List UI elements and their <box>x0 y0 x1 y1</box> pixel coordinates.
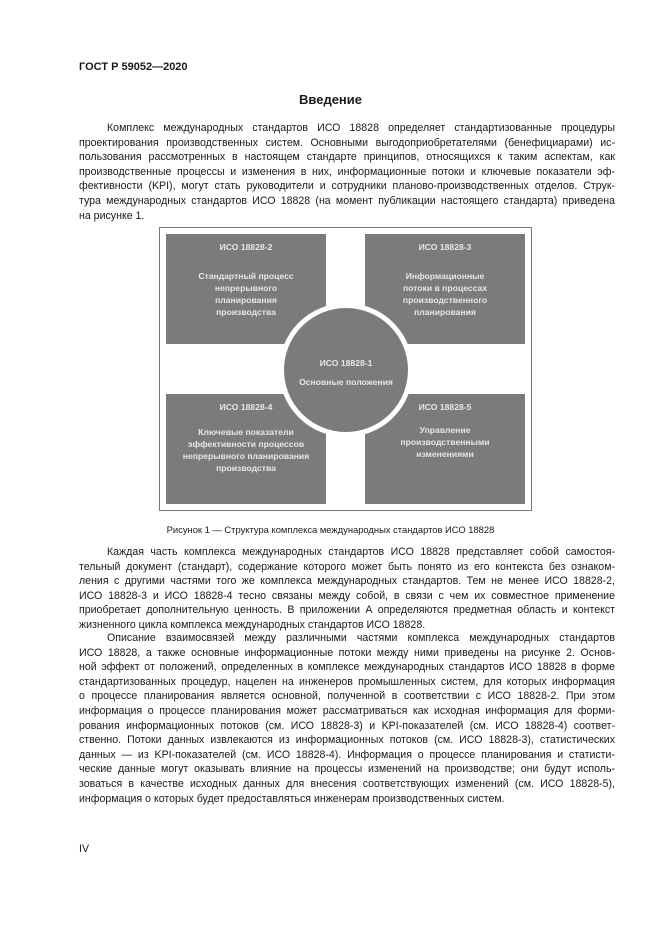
figure-caption: Рисунок 1 — Структура комплекса международных стандартов ИСО 18828 <box>166 524 495 535</box>
quadrant-line: изменениями <box>416 449 474 459</box>
quadrant-description <box>166 270 326 318</box>
quadrant-description <box>365 424 525 460</box>
paragraph-relations <box>79 631 615 806</box>
paragraph-line: фективности (KPI), могут стать руководители и сотрудники планово-производственных отделов. Струк- <box>79 180 615 193</box>
paragraph-line: данных — из KPI-показателей (см. ИСО 18828-4). Информация о процессе планирования и статисти- <box>79 748 615 761</box>
paragraph-line: Описание взаимосвязей между различными частями комплекса международных стандартов <box>107 632 615 644</box>
paragraph-line: стандартизованных процедур, нацелен на инженеров промышленных систем, для которых информация <box>79 675 615 688</box>
center-description: Основные положения <box>299 377 393 387</box>
center-iso-18828-1 <box>279 303 413 437</box>
quadrant-line: планирования <box>215 295 277 305</box>
paragraph-line: информация о которых будет предоставляться инженерам производственных систем. <box>79 792 505 805</box>
quadrant-line: планирования <box>414 307 476 317</box>
paragraph-line: информация о процессе планирования может рассматриваться как исходная информация для форми- <box>79 704 615 717</box>
quadrant-line: потоки в процессах <box>402 283 488 293</box>
paragraph-line: пользования рассмотренных в настоящем стандарте принципов, относящихся к таким аспектам, как <box>79 151 615 164</box>
paragraph-line: приобретает дополнительную ценность. В приложении А определяются предметная область и контекст <box>79 604 615 617</box>
quadrant-description <box>166 426 326 474</box>
quadrant-line: Управление <box>419 425 471 435</box>
quadrant-title: ИСО 18828-3 <box>418 242 472 252</box>
paragraph-line: проектирования производственных систем. Основными выгодоприобретателями (бенефициарами) ис- <box>79 136 615 149</box>
section-title: Введение <box>299 92 362 107</box>
paragraph-line: ИСО 18828, а также основные информационные потоки между ними приведены на рисунке 2. Основ- <box>79 646 615 659</box>
paragraph-line: ческие данные могут оказывать влияние на процессы изменений на производстве; они будут исполь- <box>79 763 615 776</box>
paragraph-line: тельный документ (стандарт), содержание которого может быть понято из его контекста без ознаком- <box>79 560 615 573</box>
quadrant-line: производственными <box>400 437 490 447</box>
paragraph-line: на рисунке 1. <box>79 209 145 222</box>
paragraph-line: ной эффект от положений, определенных в комплексе международных стандартов ИСО 18828 в форме <box>79 661 615 674</box>
document-code: ГОСТ Р 59052—2020 <box>79 61 188 73</box>
paragraph-line: производственные процессы и изменения в них, информационные потоки и ключевые показатели эф- <box>79 165 615 178</box>
page-number: IV <box>79 843 90 855</box>
quadrant-line: непрерывного планирования <box>182 451 310 461</box>
quadrant-line: непрерывного <box>214 283 278 293</box>
structure-diagram <box>159 227 532 511</box>
paragraph-line: тура международных стандартов ИСО 18828 (на момент публикации настоящего стандарта) приведена <box>79 194 615 207</box>
paragraph-line: ИСО 18828-3 и ИСО 18828-4 тесно связаны между собой, в связи с чем их совместное применение <box>79 589 615 602</box>
paragraph-parts <box>79 545 615 633</box>
paragraph-line: о процессе планирования является основной, полученной в соответствии с ИСО 18828-2. При этом <box>79 690 615 703</box>
quadrant-line: Стандартный процесс <box>198 271 294 281</box>
center-title: ИСО 18828-1 <box>319 358 373 368</box>
quadrant-line: производственного <box>402 295 488 305</box>
quadrant-line: эффективности процессов <box>187 439 305 449</box>
quadrant-line: Информационные <box>405 271 485 281</box>
paragraph-line: Комплекс международных стандартов ИСО 18828 определяет стандартизованные процедуры <box>107 122 615 134</box>
quadrant-title: ИСО 18828-5 <box>418 402 472 412</box>
quadrant-description <box>365 270 525 318</box>
paragraph-line: Каждая часть комплекса международных стандартов ИСО 18828 представляет собой самостоя- <box>107 546 615 558</box>
paragraph-line: ственно. Потоки данных извлекаются из информационных потоков (см. ИСО 18828-3), статистических <box>79 734 615 747</box>
quadrant-line: производства <box>216 307 276 317</box>
quadrant-line: производства <box>216 463 276 473</box>
paragraph-line: рования информационных потоков (см. ИСО 18828-3) и KPI-показателей (см. ИСО 18828-4) соответ- <box>79 719 615 732</box>
quadrant-title: ИСО 18828-2 <box>219 242 273 252</box>
paragraph-intro <box>79 121 615 223</box>
paragraph-line: ления с другими частями того же комплекса международных стандартов. Тем не менее ИСО 18828-2, <box>79 575 615 588</box>
quadrant-line: Ключевые показатели <box>198 427 294 437</box>
paragraph-line: жизненного цикла комплекса международных стандартов ИСО 18828. <box>79 618 426 631</box>
paragraph-line: зоваться в качестве исходных данных для внесения соответствующих изменений (см. ИСО 18828-5), <box>79 777 615 790</box>
quadrant-title: ИСО 18828-4 <box>219 402 273 412</box>
